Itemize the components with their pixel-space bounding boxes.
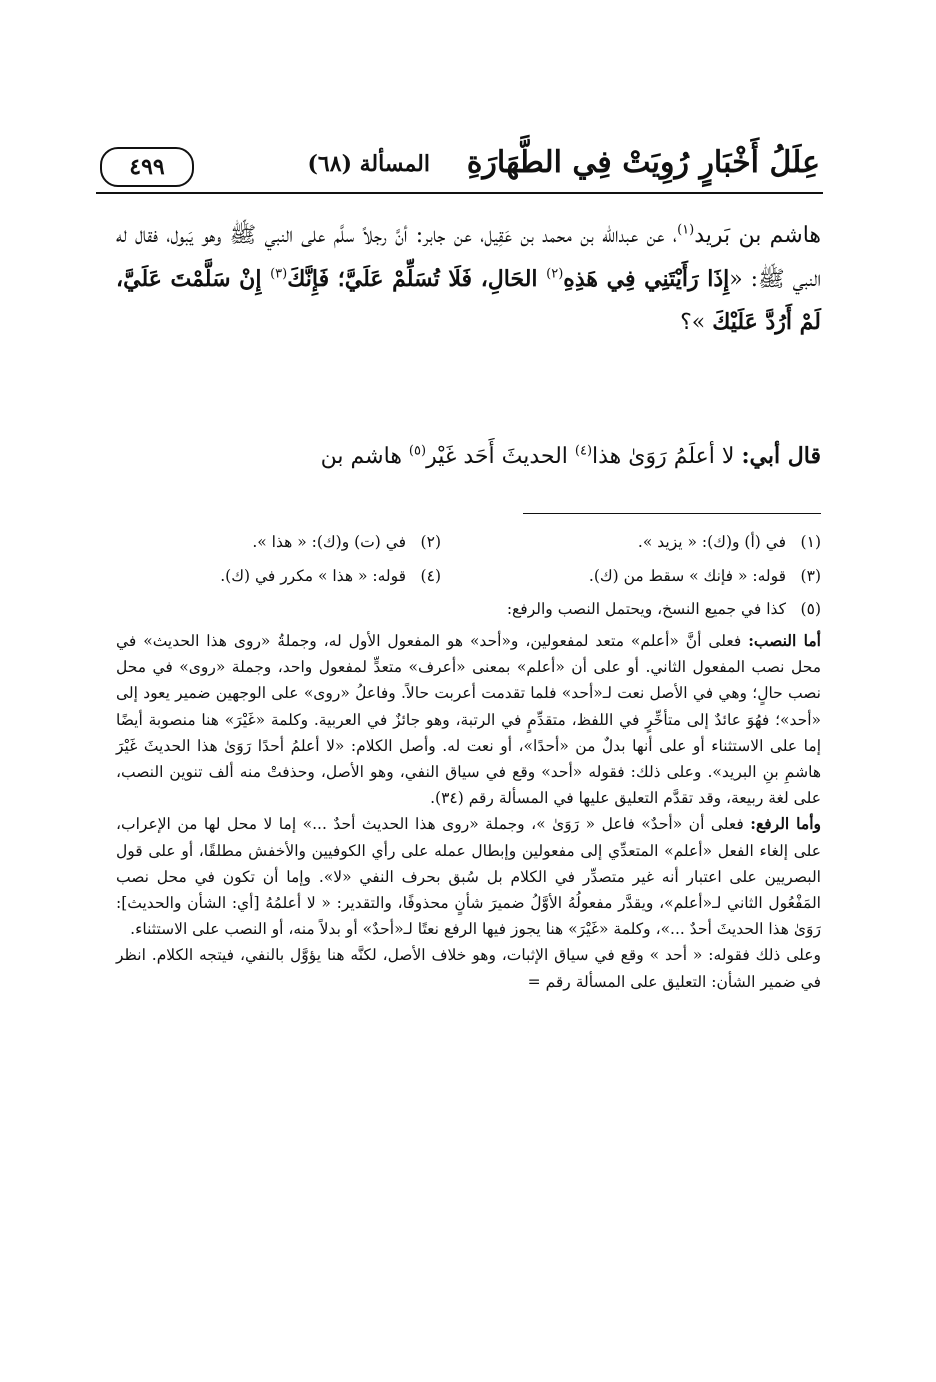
raf-paragraph	[116, 811, 821, 942]
footnote-ref-1: (١)	[677, 222, 695, 238]
nasb-label: أما النصب:	[748, 631, 821, 650]
footnote-text: قوله: « فإنك » سقط من (ك).	[588, 567, 787, 585]
footnote-number: (٤)	[420, 567, 441, 585]
statement-text-c: هاشم بن	[320, 444, 409, 469]
footnote-text: في (أ) و(ك): « يزيد ».	[637, 533, 787, 551]
statement-text-b: الحديثَ أَحَد غَيْر	[426, 444, 575, 469]
speaker-label: قال أبي:	[741, 443, 821, 469]
footnote-number: (٢)	[420, 533, 441, 551]
footnote-ref-2: (٢)	[546, 266, 564, 282]
page-header	[100, 145, 820, 190]
footnote-number: (٣)	[800, 567, 821, 585]
footnote-ref-4: (٤)	[574, 443, 593, 459]
footnote-4	[220, 563, 441, 589]
main-text	[116, 215, 821, 345]
footnote-1	[638, 529, 821, 555]
footnote-text: في (ت) و(ك): « هذا ».	[252, 533, 407, 551]
footnote-row	[116, 563, 821, 589]
intro-text: هاشم بن بَريد	[694, 223, 822, 248]
footnote-ref-3: (٣)	[270, 266, 288, 282]
raf-text: فعلى أن «أحدٌ» فاعل « رَوَىٰ »، وجملة «روى هذا الحديث أحدٌ ...» إما لا محل لها من الإعراب، على إلغاء الفعل «أعلم» المتعدِّي إلى مفعولين وإبطال عمله على رأي الكوفيين والأخفش مطلقًا، أو على قول البصريين على اعتبار أنه غير متصدِّر في الكلام بل سُبق بحرف النفي «لا». وإما أن تكون في محل نصب المَفْعُول الثاني لـ«أعلم»، ويقدَّر مفعولُهُ الأوَّلُ ضميرَ شأنٍ محذوفًا، والتقدير: « لا أعلمُهُ [أي: الشأن والحديث]: رَوَىٰ هذا الحديثَ أحدٌ ...»، وكلمة «غَيْرَ» هنا يجوز فيها الرفع نعتًا لـ«أحدٌ» أو بدلاً منه، أو النصب على الاستثناء.	[116, 815, 821, 939]
page-number: ٤٩٩	[100, 147, 194, 187]
raf-label: وأما الرفع:	[750, 814, 821, 834]
final-paragraph: وعلى ذلك فقوله: « أحد » وقع في سياق الإثبات، وهو خلاف الأصل، لكنَّه هنا يؤوَّل بالنفي، فيتجه الكلام. انظر في ضمير الشأن: التعليق على المسألة رقم =	[116, 946, 821, 991]
footnote-5-heading	[116, 596, 821, 622]
header-rule	[96, 192, 823, 194]
intro-continuation: ، عن عبدالله بن محمد بن عَقِيل، عن جابر: أنَّ رجلاً سلَّم على النبي ﷺ وهو يَبول، فقال له النبي ﷺ: «	[116, 223, 821, 292]
nasb-paragraph	[116, 628, 821, 811]
hadith-paragraph	[116, 215, 821, 345]
hadith-text-c: إِنْ سَلَّمْتَ عَلَيَّ، لَمْ أَرُدَّ عَلَيْكَ	[116, 265, 821, 335]
footnote-text: كذا في جميع النسخ، ويحتمل النصب والرفع:	[506, 600, 787, 618]
footnote-3	[589, 563, 821, 589]
issue-label: المسألة (٦٨)	[307, 151, 430, 177]
footnote-number: (١)	[800, 533, 821, 551]
footnote-text: قوله: « هذا » مكرر في (ك).	[220, 567, 407, 585]
statement-text-a: لا أعلَمُ رَوَىٰ هذا	[592, 444, 742, 469]
hadith-text-a: إِذَا رَأَيْتَنِي فِي هَذِهِ	[563, 265, 730, 292]
hadith-text-b: الحَالِ، فَلَا تُسَلِّمْ عَلَيَّ؛ فَإِنَّكَ	[287, 265, 547, 292]
running-title: عِلَلُ أَخْبَارٍ رُوِيَتْ فِي الطَّهَارَةِ	[466, 145, 820, 180]
footnote-separator	[523, 513, 821, 514]
statement-line	[116, 435, 821, 478]
footnote-5-body	[116, 628, 821, 995]
hadith-end: »؟	[680, 310, 713, 335]
nasb-text: فعلى أنَّ «أعلم» متعد لمفعولين، و«أحد» هو المفعول الأول له، وجملةُ «روى هذا الحديث» في محل نصب المفعول الثاني. أو على أن «أعلم» بمعنى «أعرف» متعدٍّ لمفعول واحد، وجملة «روى» في محل نصب حالٍ؛ وهي في الأصل نعت لـ«أحد» فلما تقدمت أعربت حالاً. وفاعلُ «روى» على الوجهين ضمير يعود إلى «أحد»؛ فهُوَ عائدٌ إلى متأخِّرٍ في اللفظ، متقدِّمٍ في الرتبة، وهو جائزٌ في العربية. وكلمة «غَيْرَ» هنا منصوبة أيضًا إما على الاستثناء أو على أنها بدلٌ من «أحدًا»، أو نعت له. وأصل الكلام: «لا أعلمُ أحدًا رَوَىٰ هذا الحديثَ غَيْرَ هاشمِ بنِ البريد». وعلى ذلك: فقوله «أحد» وقع في سياق النفي، وهو الأصل، وحذفتْ منه ألف تنوين النصب، على لغة ربيعة، وقد تقدَّم التعليق عليها في المسألة رقم (٣٤).	[116, 632, 821, 808]
footnote-ref-5: (٥)	[408, 443, 427, 459]
footnote-row	[116, 529, 821, 555]
footnote-2	[252, 529, 441, 555]
footnote-number: (٥)	[800, 600, 821, 618]
